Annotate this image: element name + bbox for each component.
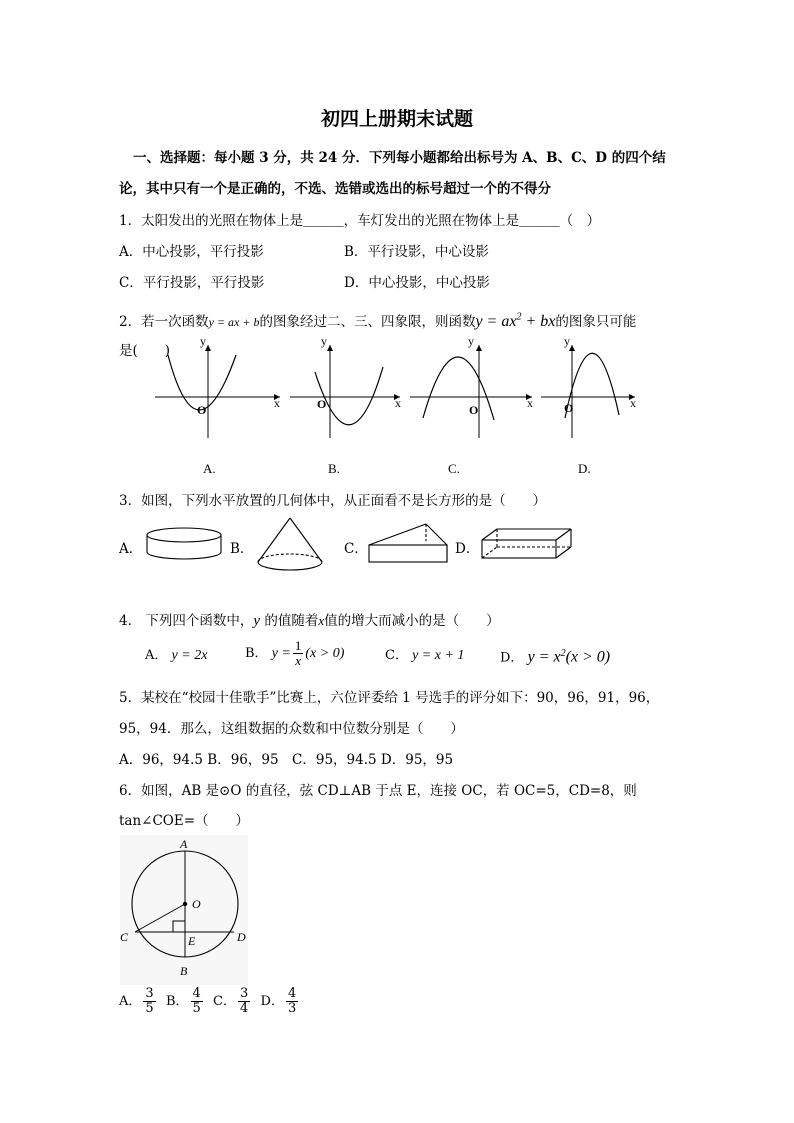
q6-options <box>119 984 300 1020</box>
q3-option-c: C． <box>344 541 368 557</box>
q3-triangular-prism <box>369 524 447 562</box>
q2-a-x-label: x <box>274 396 280 410</box>
q4-option-d-exp: 2 <box>560 648 566 659</box>
q4-option-a <box>145 643 207 669</box>
section-instructions-line2: 论，其中只有一个是正确的，不选、选错或选出的标号超过一个的不得分 <box>119 181 551 197</box>
q6-option-d-num: 4 <box>287 986 297 1002</box>
q6-point-b: B <box>180 964 188 978</box>
q4-option-b-num: 1 <box>294 638 302 654</box>
q6-option-a-fraction <box>143 987 155 1015</box>
q2-graph-b <box>290 334 401 438</box>
q2-a-y-label: y <box>200 334 206 348</box>
q6-option-c-den: 4 <box>240 1001 249 1016</box>
q2-quadratic-exponent: 2 <box>516 311 522 323</box>
q6-option-b-label: B． <box>165 994 189 1009</box>
q4-option-d-cond: (x > 0) <box>565 648 611 666</box>
q2-graph-c <box>410 334 533 438</box>
q6-point-o: O <box>192 897 201 911</box>
q2-label-c: C. <box>448 461 460 476</box>
q6-option-a-den: 5 <box>145 1001 154 1016</box>
q2-label-a: A. <box>203 461 216 476</box>
q4-var-x: x <box>318 613 325 628</box>
q5-line2: 95，94．那么，这组数据的众数和中位数分别是（ ） <box>119 721 464 737</box>
q1-stem: 1．太阳发出的光照在物体上是＿＿＿，车灯发出的光照在物体上是＿＿＿（ ） <box>119 213 601 229</box>
q3-option-a: A． <box>119 541 143 557</box>
q6-option-b-fraction <box>191 987 203 1015</box>
q2-stem-c: 的图象只可能 <box>555 314 637 330</box>
q2-quadratic-tail: + bx <box>521 313 556 330</box>
q4-option-d-label: D． <box>500 650 524 666</box>
q4-option-c <box>385 643 464 669</box>
q4-option-d <box>500 640 610 672</box>
q1-option-c: C．平行投影，平行投影 <box>119 275 265 291</box>
q6-option-d-fraction <box>286 987 298 1015</box>
q3-cone <box>258 518 322 570</box>
q2-label-d: D. <box>578 461 591 476</box>
q6-point-a: A <box>180 837 188 851</box>
q2-d-x-label: x <box>630 396 636 410</box>
q4-stem-a: 4． 下列四个函数中， <box>119 613 254 629</box>
q3-option-b: B． <box>230 541 254 557</box>
page-title: 初四上册期末试题 <box>320 108 473 130</box>
q4-option-b <box>245 637 344 671</box>
q2-stem-a: 2．若一次函数 <box>119 314 209 330</box>
q2-label-b: B. <box>328 461 340 476</box>
q4-var-y: y <box>253 613 261 629</box>
q2-graph-d <box>541 334 636 438</box>
q4-stem-c: 值的增大而减小的是（ ） <box>324 613 500 629</box>
section-instructions-line1: 一、选择题：每小题 3 分，共 24 分．下列每小题都给出标号为 A、B、C、D 的四个结 <box>133 150 666 166</box>
q2-a-origin: O <box>197 403 207 417</box>
q6-option-c-num: 3 <box>240 986 249 1002</box>
q6-point-c: C <box>120 930 129 944</box>
q6-option-d-den: 3 <box>287 1001 297 1016</box>
q4-option-b-label: B． <box>245 646 268 661</box>
q3-option-d: D． <box>455 541 480 557</box>
q2-c-y-label: y <box>468 334 474 348</box>
q4-option-d-lhs: y = x <box>527 648 561 666</box>
q4-stem <box>119 609 500 630</box>
q4-option-b-den: x <box>295 653 302 668</box>
q4-option-b-cond: (x > 0) <box>305 646 345 661</box>
q6-option-a-num: 3 <box>145 986 154 1002</box>
q2-linear-function: y = ax + b <box>208 315 260 329</box>
q2-c-origin: O <box>469 403 479 417</box>
q4-option-a-expr: y = 2x <box>171 648 208 663</box>
q4-option-c-expr: y = x + 1 <box>412 648 465 663</box>
q6-option-a-label: A． <box>119 994 142 1009</box>
q6-line1: 6．如图，AB 是⊙O 的直径，弦 CD⊥AB 于点 E，连接 OC，若 OC=5，CD=8，则 <box>119 783 637 799</box>
q5-options: A．96，94.5 B．96，95 C．95，94.5 D．95，95 <box>119 752 454 768</box>
q1-option-b: B．平行设影，中心设影 <box>344 244 489 260</box>
q2-stem-b: 的图象经过二、三、四象限，则函数 <box>259 314 476 330</box>
q6-option-b-num: 4 <box>192 986 201 1002</box>
q5-line1: 5．某校在“校园十佳歌手”比赛上，六位评委给 1 号选手的评分如下：90，96，91，96， <box>119 690 660 706</box>
q6-option-b-den: 5 <box>192 1001 201 1016</box>
q3-cylinder <box>147 528 221 559</box>
q3-cuboid <box>482 529 571 558</box>
q4-option-a-label: A． <box>145 648 168 663</box>
q4-stem-b: 的值随着 <box>260 613 319 629</box>
q2-d-origin: O <box>564 401 574 415</box>
q3-stem: 3．如图，下列水平放置的几何体中，从正面看不是长方形的是（ ） <box>119 493 547 509</box>
q2-b-x-label: x <box>395 396 401 410</box>
q2-c-x-label: x <box>527 396 533 410</box>
q2-stem-end: 是( ) <box>119 343 171 359</box>
q6-option-d-label: D． <box>260 994 284 1009</box>
q2-b-y-label: y <box>321 334 327 348</box>
q4-option-b-fraction <box>293 639 304 667</box>
q6-point-e: E <box>188 934 196 948</box>
q6-point-d: D <box>237 930 246 944</box>
q2-quadratic-base: y = ax <box>475 313 517 330</box>
q2-graph-a <box>155 334 280 438</box>
q6-line2: tan∠COE=（ ） <box>119 813 250 829</box>
q4-option-c-label: C． <box>385 648 408 663</box>
q1-option-d: D．中心投影，中心投影 <box>344 275 490 291</box>
q2-d-y-label: y <box>564 334 570 348</box>
q4-option-b-lhs: y = <box>271 646 291 661</box>
q2-b-origin: O <box>317 397 327 411</box>
q6-option-c-label: C． <box>213 994 236 1009</box>
q6-option-c-fraction <box>238 987 250 1015</box>
q1-option-a: A．中心投影，平行投影 <box>119 244 264 260</box>
q6-circle-figure <box>120 835 248 985</box>
